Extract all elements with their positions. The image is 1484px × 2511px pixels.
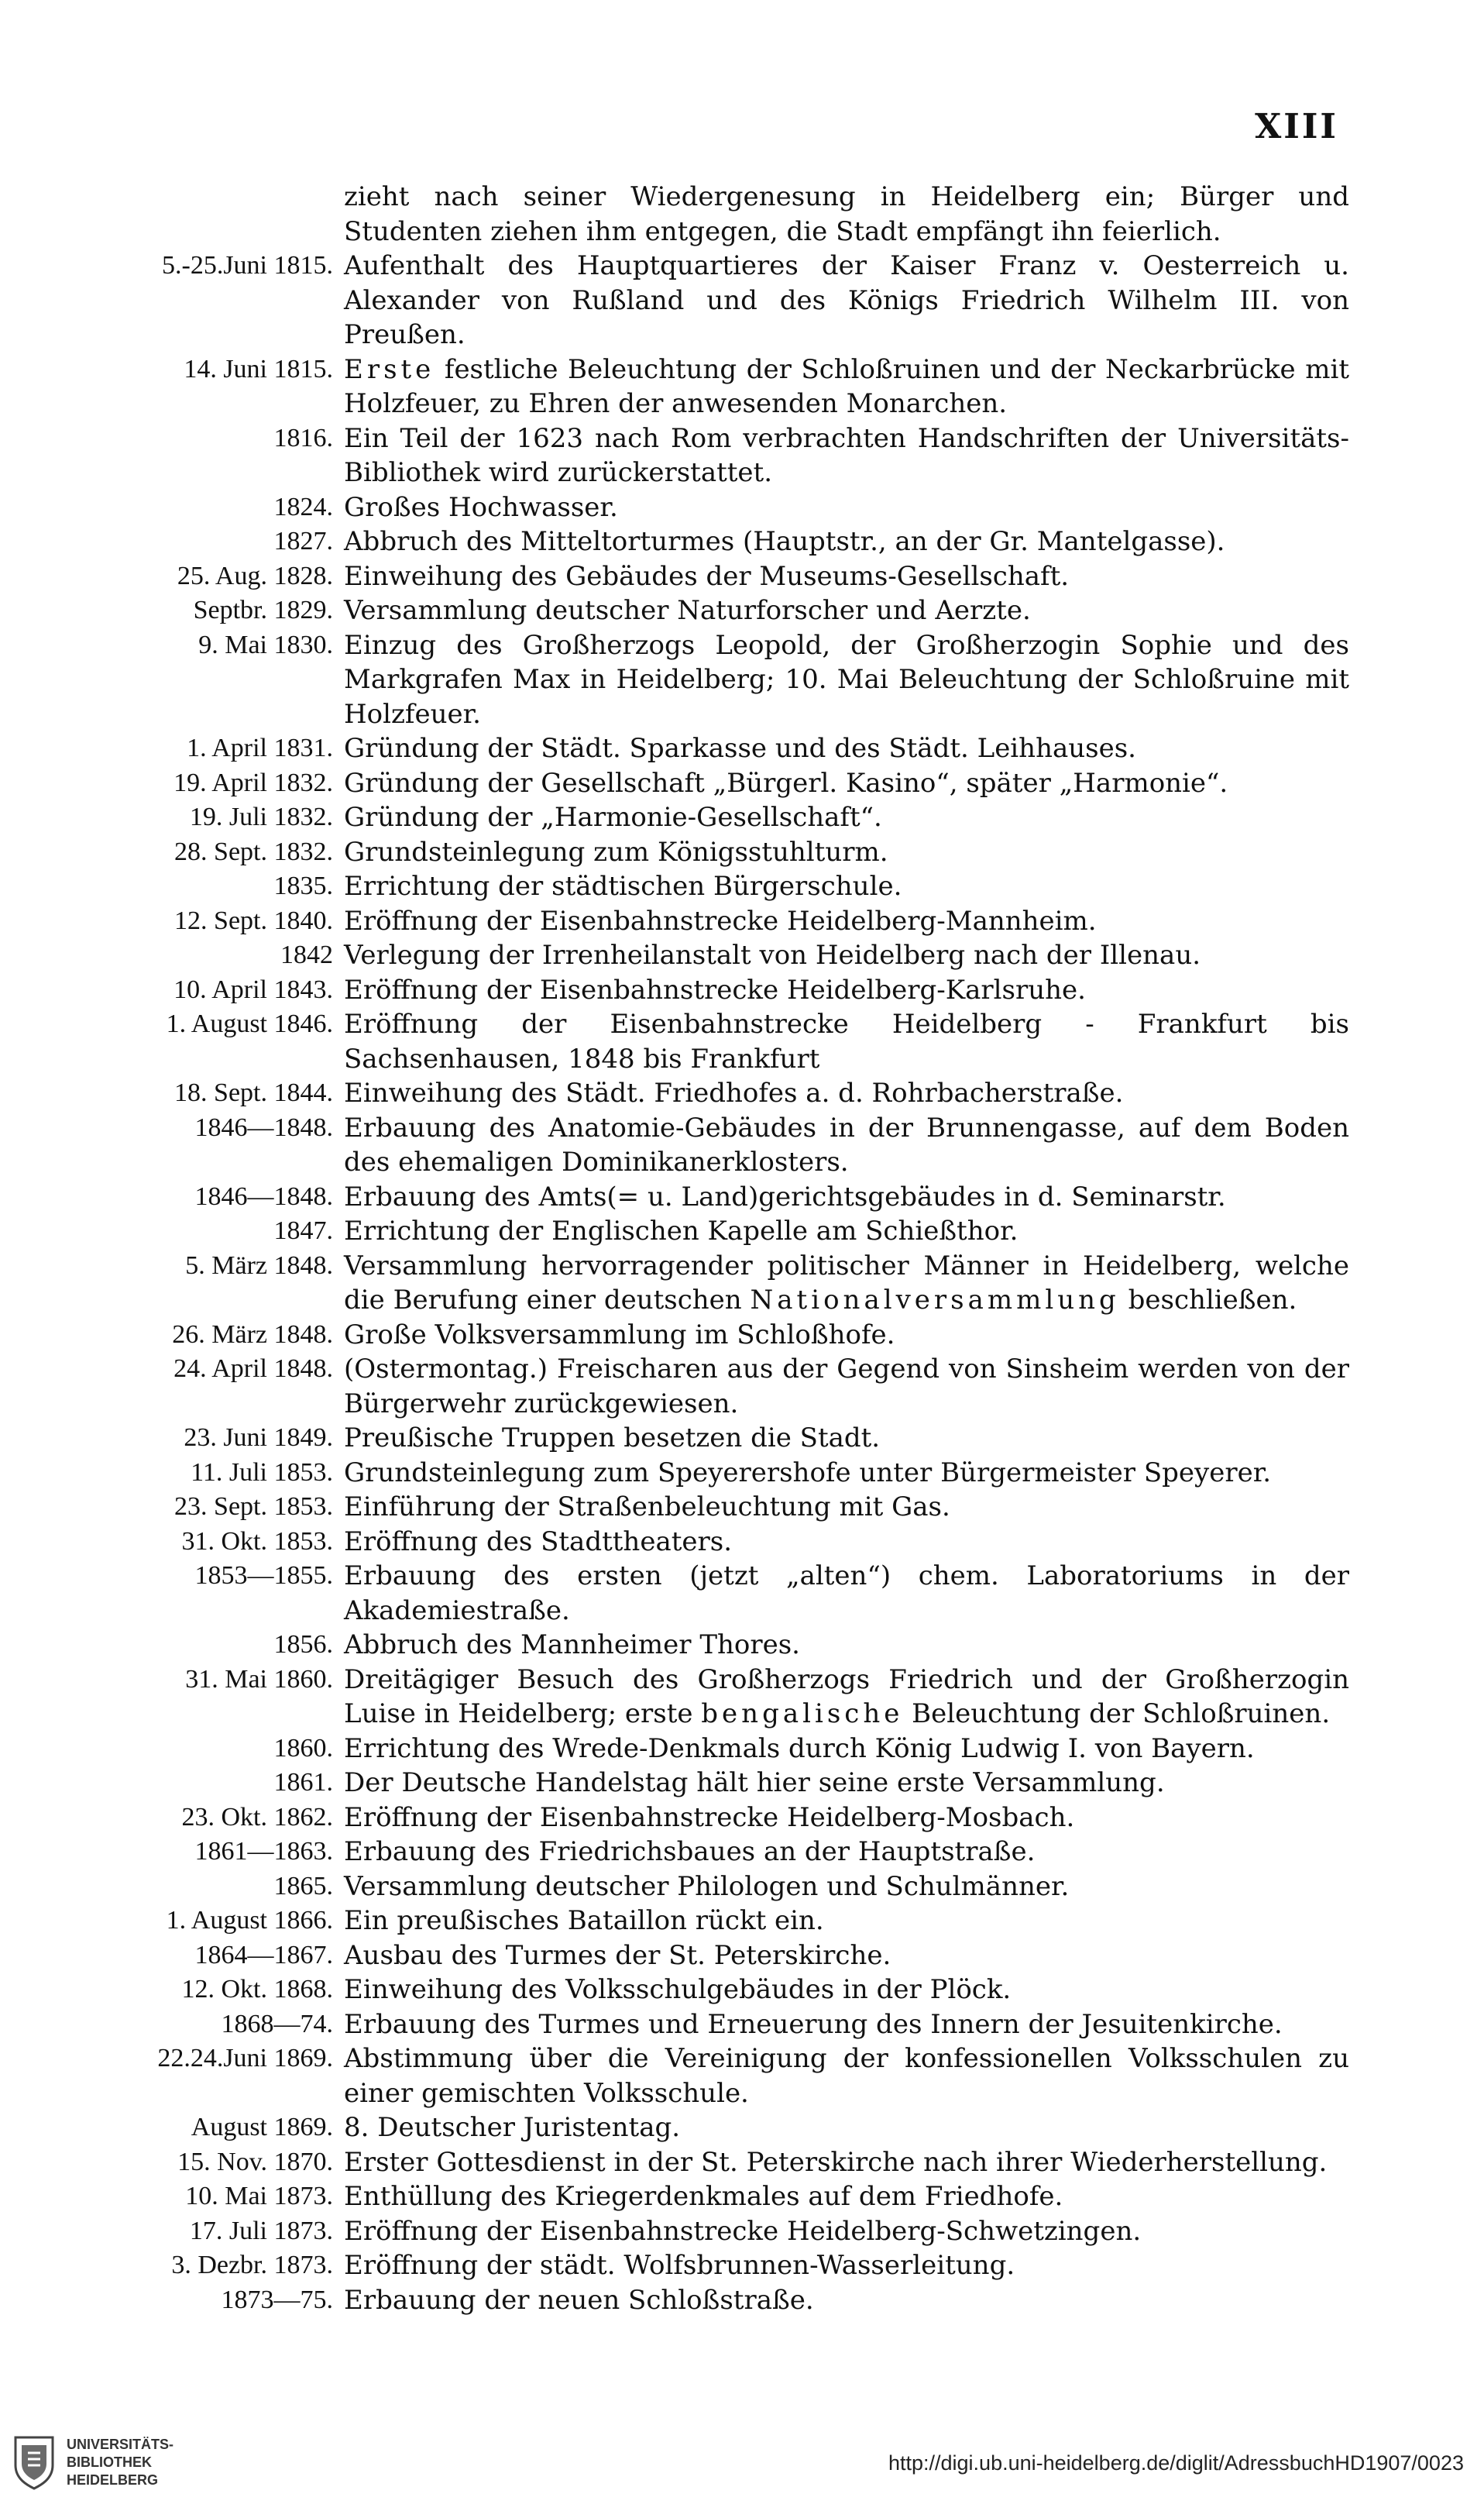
chronicle-entry [67,525,1349,559]
chronicle-entry [67,180,1349,249]
entry-text [344,525,1349,559]
logo-line-2: BIBLIOTHEK [67,2454,152,2470]
chronicle-entry [67,2179,1349,2214]
entry-date: 31. Okt. 1853. [181,1526,333,1556]
chronicle-entry [67,1869,1349,1904]
entry-text [344,180,1349,249]
entry-date: 26. März 1848. [172,1319,333,1349]
entry-text [344,1456,1349,1491]
entry-body: Eröffnung der städt. Wolfsbrunnen-Wasserleitung. [344,2250,1015,2281]
source-url-link[interactable]: http://digi.ub.uni-heidelberg.de/diglit/AdressbuchHD1907/0023 [888,2451,1464,2475]
entry-body: Einweihung des Volksschulgebäudes in der Plöck. [344,1974,1012,2005]
entry-body: Große Volksversammlung im Schloßhofe. [344,1319,895,1350]
entry-body: Errichtung des Wrede-Denkmals durch König Ludwig I. von Bayern. [344,1732,1255,1764]
entry-body: Erbauung des ersten (jetzt „alten“) chem. Laboratoriums in der Akademiestraße. [344,1560,1349,1626]
entry-body: Einzug des Großherzogs Leopold, der Großherzogin Sophie und des Markgrafen Max in Heidelberg; 10. Mai Beleuchtung der Schloßruine mit Holzfeuer. [344,629,1349,730]
entry-body: Grundsteinlegung zum Speyerershofe unter Bürgermeister Speyerer. [344,1457,1272,1488]
entry-text [344,835,1349,870]
entry-date: 24. April 1848. [173,1354,333,1383]
entry-body: Einweihung des Gebäudes der Museums-Gesellschaft. [344,560,1070,592]
entry-body: Ein Teil der 1623 nach Rom verbrachten Handschriften der Universitäts-Bibliothek wird zurückerstattet. [344,422,1349,488]
entry-text [344,1559,1349,1628]
entry-date: 9. Mai 1830. [198,630,333,659]
chronicle-entry [67,2214,1349,2249]
entry-date: 23. Okt. 1862. [181,1802,333,1832]
library-logo-text [67,2436,173,2489]
chronicle-entry [67,1732,1349,1766]
chronicle-entry [67,490,1349,525]
entry-body: Großes Hochwasser. [344,491,618,523]
entry-date: 1861—1863. [194,1837,333,1866]
entry-date: Septbr. 1829. [193,596,333,624]
logo-line-3: HEIDELBERG [67,2471,159,2488]
chronicle-entry [67,731,1349,766]
entry-date: 1. April 1831. [187,734,333,762]
entry-emphasis: Nationalversammlung [750,1285,1120,1316]
entry-text [344,1352,1349,1421]
entry-text [344,973,1349,1008]
entry-body-end: beschließen. [1119,1285,1297,1316]
chronicle-list [67,180,1349,2317]
entry-date: 5.-25.Juni 1815. [162,251,333,280]
entry-body: Eröffnung der Eisenbahnstrecke Heidelberg-Mosbach. [344,1801,1075,1833]
chronicle-entry [67,1180,1349,1215]
entry-body: 8. Deutscher Juristentag. [344,2112,681,2143]
footer [0,2416,1484,2511]
entry-date: 11. Juli 1853. [191,1457,333,1487]
entry-body: Enthüllung des Kriegerdenkmales auf dem Friedhofe. [344,2181,1063,2212]
chronicle-entry [67,1249,1349,1318]
entry-body: Versammlung hervorragender politischer Männer in Heidelberg, welche die Berufung einer deutschen [344,1250,1349,1316]
entry-date: 10. April 1843. [173,975,333,1004]
entry-text [344,1904,1349,1938]
chronicle-entry [67,1076,1349,1111]
entry-body: Einweihung des Städt. Friedhofes a. d. Rohrbacherstraße. [344,1078,1124,1109]
chronicle-entry [67,835,1349,870]
entry-date: 1861. [273,1768,333,1797]
chronicle-entry [67,1525,1349,1560]
chronicle-entry [67,2283,1349,2318]
chronicle-entry [67,1559,1349,1628]
entry-body: Preußische Truppen besetzen die Stadt. [344,1422,881,1453]
entry-date: 1873—75. [221,2285,333,2314]
entry-date: 18. Sept. 1844. [174,1078,333,1107]
entry-text [344,421,1349,490]
entry-text [344,1938,1349,1973]
entry-date: 28. Sept. 1832. [174,837,333,866]
entry-date: 1816. [273,423,333,452]
entry-body: Ausbau des Turmes der St. Peterskirche. [344,1939,891,1971]
entry-text [344,1766,1349,1801]
entry-body: Erbauung des Amts(= u. Land)gerichtsgebäudes in d. Seminarstr. [344,1181,1226,1213]
entry-date: 3. Dezbr. 1873. [171,2251,333,2279]
entry-body: Abbruch des Mitteltorturmes (Hauptstr., an der Gr. Mantelgasse). [344,526,1225,557]
entry-date: 1864—1867. [194,1940,333,1969]
entry-body: Versammlung deutscher Philologen und Schulmänner. [344,1870,1070,1902]
entry-text [344,593,1349,628]
chronicle-entry [67,973,1349,1008]
entry-body: Gründung der Gesellschaft „Bürgerl. Kasino“, später „Harmonie“. [344,767,1228,799]
entry-date: 19. Juli 1832. [189,803,333,831]
entry-date: 14. Juni 1815. [184,354,333,384]
library-logo[interactable] [12,2434,173,2490]
entry-text [344,1801,1349,1835]
page-number: XIII [1255,107,1338,146]
chronicle-entry [67,1766,1349,1801]
entry-body: Gründung der Städt. Sparkasse und des Städt. Leihhauses. [344,733,1136,764]
entry-date: 1865. [273,1871,333,1900]
entry-text [344,2283,1349,2318]
entry-date: August 1869. [191,2113,333,2141]
entry-body: Der Deutsche Handelstag hält hier seine erste Versammlung. [344,1767,1165,1798]
entry-body: zieht nach seiner Wiedergenesung in Heidelberg ein; Bürger und Studenten ziehen ihm entgegen, die Stadt empfängt ihn feierlich. [344,181,1349,247]
entry-text [344,2110,1349,2145]
chronicle-entry [67,938,1349,973]
chronicle-entry [67,1663,1349,1732]
entry-text [344,731,1349,766]
entry-date: 19. April 1832. [173,768,333,797]
entry-body: Eröffnung der Eisenbahnstrecke Heidelberg-Karlsruhe. [344,974,1086,1006]
entry-text [344,490,1349,525]
entry-text [344,1732,1349,1766]
chronicle-entry [67,1352,1349,1421]
chronicle-entry [67,2007,1349,2042]
entry-text [344,1421,1349,1456]
chronicle-entry [67,1904,1349,1938]
entry-body: Errichtung der Englischen Kapelle am Schießthor. [344,1216,1019,1247]
entry-date: 1856. [273,1630,333,1659]
entry-date: 1835. [273,872,333,900]
entry-text [344,559,1349,594]
entry-text [344,938,1349,973]
entry-text [344,2007,1349,2042]
entry-body: Eröffnung der Eisenbahnstrecke Heidelberg-Mannheim. [344,905,1097,937]
entry-body: Eröffnung der Eisenbahnstrecke Heidelberg-Schwetzingen. [344,2215,1142,2247]
entry-body: Grundsteinlegung zum Königsstuhlturm. [344,836,888,868]
entry-date: 1847. [273,1216,333,1245]
entry-text [344,2179,1349,2214]
chronicle-entry [67,2248,1349,2283]
entry-text [344,1525,1349,1560]
entry-date: 23. Sept. 1853. [174,1492,333,1521]
chronicle-entry [67,1111,1349,1180]
entry-body: Ein preußisches Bataillon rückt ein. [344,1905,824,1936]
entry-date: 25. Aug. 1828. [177,561,333,590]
entry-emphasis: bengalische [701,1698,904,1729]
entry-text [344,1111,1349,1180]
entry-date: 1. August 1866. [166,1906,333,1935]
entry-date: 15. Nov. 1870. [177,2147,333,2176]
logo-line-1: UNIVERSITÄTS- [67,2436,174,2452]
entry-body: Aufenthalt des Hauptquartieres der Kaiser Franz v. Oesterreich u. Alexander von Rußland und des Königs Friedrich Wilhelm III. von Preußen. [344,250,1349,350]
entry-date: 1846—1848. [194,1113,333,1142]
entry-date: 1868—74. [221,2009,333,2038]
chronicle-entry [67,1421,1349,1456]
entry-text [344,1835,1349,1869]
entry-text [344,766,1349,801]
entry-text [344,1214,1349,1249]
chronicle-entry [67,1318,1349,1353]
chronicle-entry [67,2041,1349,2110]
entry-body: Erbauung des Friedrichsbaues an der Hauptstraße. [344,1836,1036,1867]
entry-date: 10. Mai 1873. [185,2182,333,2210]
entry-body: Erster Gottesdienst in der St. Peterskirche nach ihrer Wiederherstellung. [344,2146,1328,2178]
entry-text [344,1490,1349,1525]
entry-body: Erbauung der neuen Schloßstraße. [344,2284,814,2316]
entry-date: 1842 [280,941,333,969]
entry-text [344,1628,1349,1663]
entry-body-end: Beleuchtung der Schloßruinen. [903,1698,1331,1729]
entry-body: festliche Beleuchtung der Schloßruinen und der Neckarbrücke mit Holzfeuer, zu Ehren der anwesenden Monarchen. [344,353,1349,419]
entry-date: 5. März 1848. [185,1250,333,1280]
entry-text [344,628,1349,732]
chronicle-entry [67,353,1349,421]
chronicle-entry [67,559,1349,594]
entry-text [344,800,1349,835]
entry-body: Abstimmung über die Vereinigung der konfessionellen Volksschulen zu einer gemischten Volksschule. [344,2043,1349,2109]
entry-emphasis: Erste [344,353,435,385]
entry-date: 1827. [273,527,333,556]
entry-body: (Ostermontag.) Freischaren aus der Gegend von Sinsheim werden von der Bürgerwehr zurückgewiesen. [344,1354,1349,1419]
chronicle-entry [67,2145,1349,2180]
entry-text [344,1180,1349,1215]
entry-date: 12. Sept. 1840. [174,906,333,935]
entry-text [344,1663,1349,1732]
entry-date: 1860. [273,1733,333,1763]
entry-body: Dreitägiger Besuch des Großherzogs Friedrich und der Großherzogin Luise in Heidelberg; erste [344,1663,1349,1729]
entry-text [344,249,1349,353]
entry-body: Abbruch des Mannheimer Thores. [344,1629,800,1660]
entry-date: 22.24.Juni 1869. [157,2044,333,2072]
entry-date: 17. Juli 1873. [189,2216,333,2245]
chronicle-entry [67,1938,1349,1973]
chronicle-entry [67,1490,1349,1525]
entry-text [344,2041,1349,2110]
entry-text [344,2145,1349,2180]
chronicle-entry [67,1007,1349,1076]
entry-text [344,2214,1349,2249]
entry-text [344,353,1349,421]
entry-date: 1. August 1846. [166,1010,333,1038]
chronicle-entry [67,628,1349,732]
entry-text [344,1973,1349,2007]
entry-body: Einführung der Straßenbeleuchtung mit Gas. [344,1491,950,1522]
library-crest-icon [12,2434,56,2490]
chronicle-entry [67,1628,1349,1663]
entry-text [344,1318,1349,1353]
entry-body: Erbauung des Turmes und Erneuerung des Innern der Jesuitenkirche. [344,2008,1283,2040]
entry-date: 31. Mai 1860. [185,1664,333,1694]
entry-date: 12. Okt. 1868. [181,1975,333,2004]
entry-date: 23. Juni 1849. [184,1423,333,1452]
chronicle-entry [67,766,1349,801]
chronicle-entry [67,2110,1349,2145]
entry-text [344,1869,1349,1904]
chronicle-entry [67,1214,1349,1249]
entry-body: Eröffnung der Eisenbahnstrecke Heidelberg - Frankfurt bis Sachsenhausen, 1848 bis Frankfurt [344,1009,1349,1075]
entry-text [344,869,1349,904]
chronicle-entry [67,1801,1349,1835]
chronicle-entry [67,1973,1349,2007]
entry-date: 1824. [273,492,333,521]
entry-text [344,2248,1349,2283]
entry-body: Gründung der „Harmonie-Gesellschaft“. [344,802,882,833]
entry-date: 1846—1848. [194,1182,333,1211]
chronicle-entry [67,1456,1349,1491]
chronicle-entry [67,800,1349,835]
chronicle-entry [67,421,1349,490]
chronicle-entry [67,1835,1349,1869]
chronicle-entry [67,593,1349,628]
entry-date: 1853—1855. [194,1561,333,1590]
entry-body: Verlegung der Irrenheilanstalt von Heidelberg nach der Illenau. [344,940,1201,971]
entry-text [344,1007,1349,1076]
chronicle-entry [67,869,1349,904]
chronicle-entry [67,249,1349,353]
entry-body: Eröffnung des Stadttheaters. [344,1526,733,1557]
chronicle-entry [67,904,1349,939]
entry-body: Erbauung des Anatomie-Gebäudes in der Brunnengasse, auf dem Boden des ehemaligen Dominikanerklosters. [344,1112,1349,1178]
entry-body: Errichtung der städtischen Bürgerschule. [344,871,902,902]
entry-text [344,1249,1349,1318]
entry-text [344,904,1349,939]
entry-text [344,1076,1349,1111]
entry-body: Versammlung deutscher Naturforscher und Aerzte. [344,595,1031,626]
